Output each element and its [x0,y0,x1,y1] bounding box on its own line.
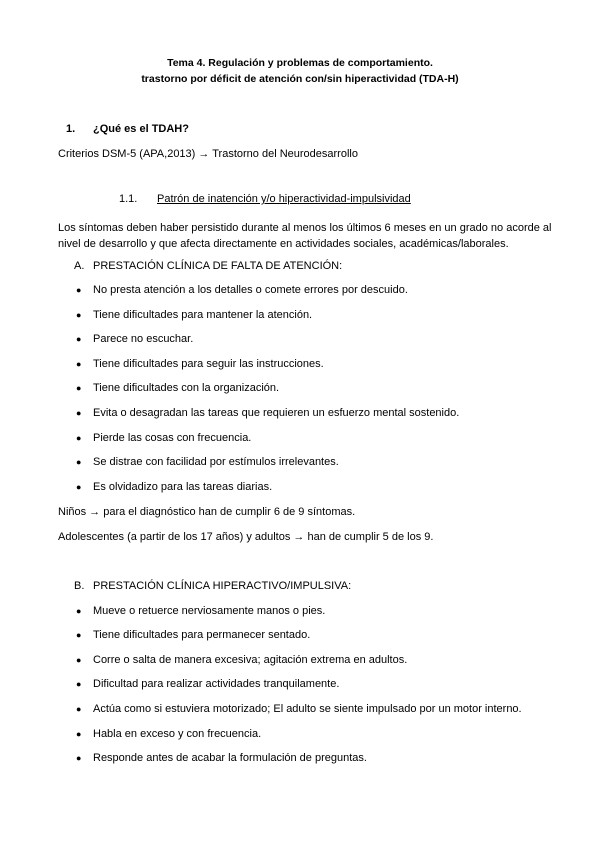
section-number: 1. [66,123,76,135]
bullet-icon: ● [76,679,82,689]
bullet-icon: ● [76,359,82,369]
criteria-line: Criterios DSM-5 (APA,2013) → Trastorno del Neurodesarrollo [58,148,358,160]
bullet-icon: ● [76,482,82,492]
children-note: Niños → para el diagnóstico han de cumplir 6 de 9 síntomas. [58,506,356,518]
bullet-icon: ● [76,457,82,467]
bullet-icon: ● [76,704,82,714]
section-a-title: PRESTACIÓN CLÍNICA DE FALTA DE ATENCIÓN: [93,260,343,272]
bullet-icon: ● [76,408,82,418]
bullet-icon: ● [76,383,82,393]
bullet-icon: ● [76,433,82,443]
bullet-icon: ● [76,606,82,616]
adults-note: Adolescentes (a partir de los 17 años) y adultos → han de cumplir 5 de los 9. [58,531,434,543]
section-b-letter: B. [74,580,85,592]
section-b-title: PRESTACIÓN CLÍNICA HIPERACTIVO/IMPULSIVA: [93,580,352,592]
bullet-icon: ● [76,753,82,763]
bullet-icon: ● [76,285,82,295]
section-title: ¿Qué es el TDAH? [93,123,189,135]
subsection-title: Patrón de inatención y/o hiperactividad-impulsividad [157,193,411,205]
document-title-line-1: Tema 4. Regulación y problemas de comportamiento. [167,57,433,69]
bullet-icon: ● [76,630,82,640]
bullet-icon: ● [76,655,82,665]
document-title-line-2: trastorno por déficit de atención con/sin hiperactividad (TDA-H) [141,73,459,85]
bullet-icon: ● [76,729,82,739]
section-a-letter: A. [74,260,85,272]
document-page: Tema 4. Regulación y problemas de comportamiento. trastorno por déficit de atención con/sin hiperactividad (TDA-H) 1. ¿Qué es el TDAH? Criterios DSM-5 (APA,2013) → Trastorno del Neurodesarrollo 1.1. Patrón de inatención y/o hiperactividad-impulsividad Los síntomas deben haber persistido durante al menos los últimos 6 meses en un grado no acorde al nivel de desarrollo y que afecta directamente en actividades sociales, académicas/laborales. A. PRESTACIÓN CLÍNICA DE FALTA DE ATENCIÓN: ● No presta atención a los detalles o comete errores por descuido. ● Tiene dificultades para mantener la atención. ● Parece no escuchar. ● Tiene dificultades para seguir las instrucciones. ● Tiene dificultades con la organización. ● Evita o desagradan las tareas que requieren un esfuerzo mental sostenido. ● Pierde las cosas con frecuencia. ● Se distrae con facilidad por estímulos irrelevantes. ● Es olvidadizo para las tareas diarias. Niños → para el diagnóstico han de cumplir 6 de 9 síntomas. Adolescentes (a partir de los 17 años) y adultos → han de cumplir 5 de los 9. B. PRESTACIÓN CLÍNICA HIPERACTIVO/IMPULSIVA: ● Mueve o retuerce nerviosamente manos o pies. ● Tiene dificultades para permanecer sentado. ● Corre o salta de manera excesiva; agitación extrema en adultos. ● Dificultad para realizar actividades tranquilamente. ● Actúa como si estuviera motorizado; El adulto se siente impulsado por un motor interno. ● Habla en exceso y con frecuencia. ● Responde antes de acabar la formulación de preguntas. [0,0,600,848]
intro-paragraph: Los síntomas deben haber persistido durante al menos los últimos 6 meses en un grado no acorde al nivel de desarrollo y que afecta directamente en actividades sociales, académicas/laborales. [58,222,552,250]
bullet-icon: ● [76,310,82,320]
bullet-icon: ● [76,334,82,344]
subsection-number: 1.1. [119,193,138,205]
